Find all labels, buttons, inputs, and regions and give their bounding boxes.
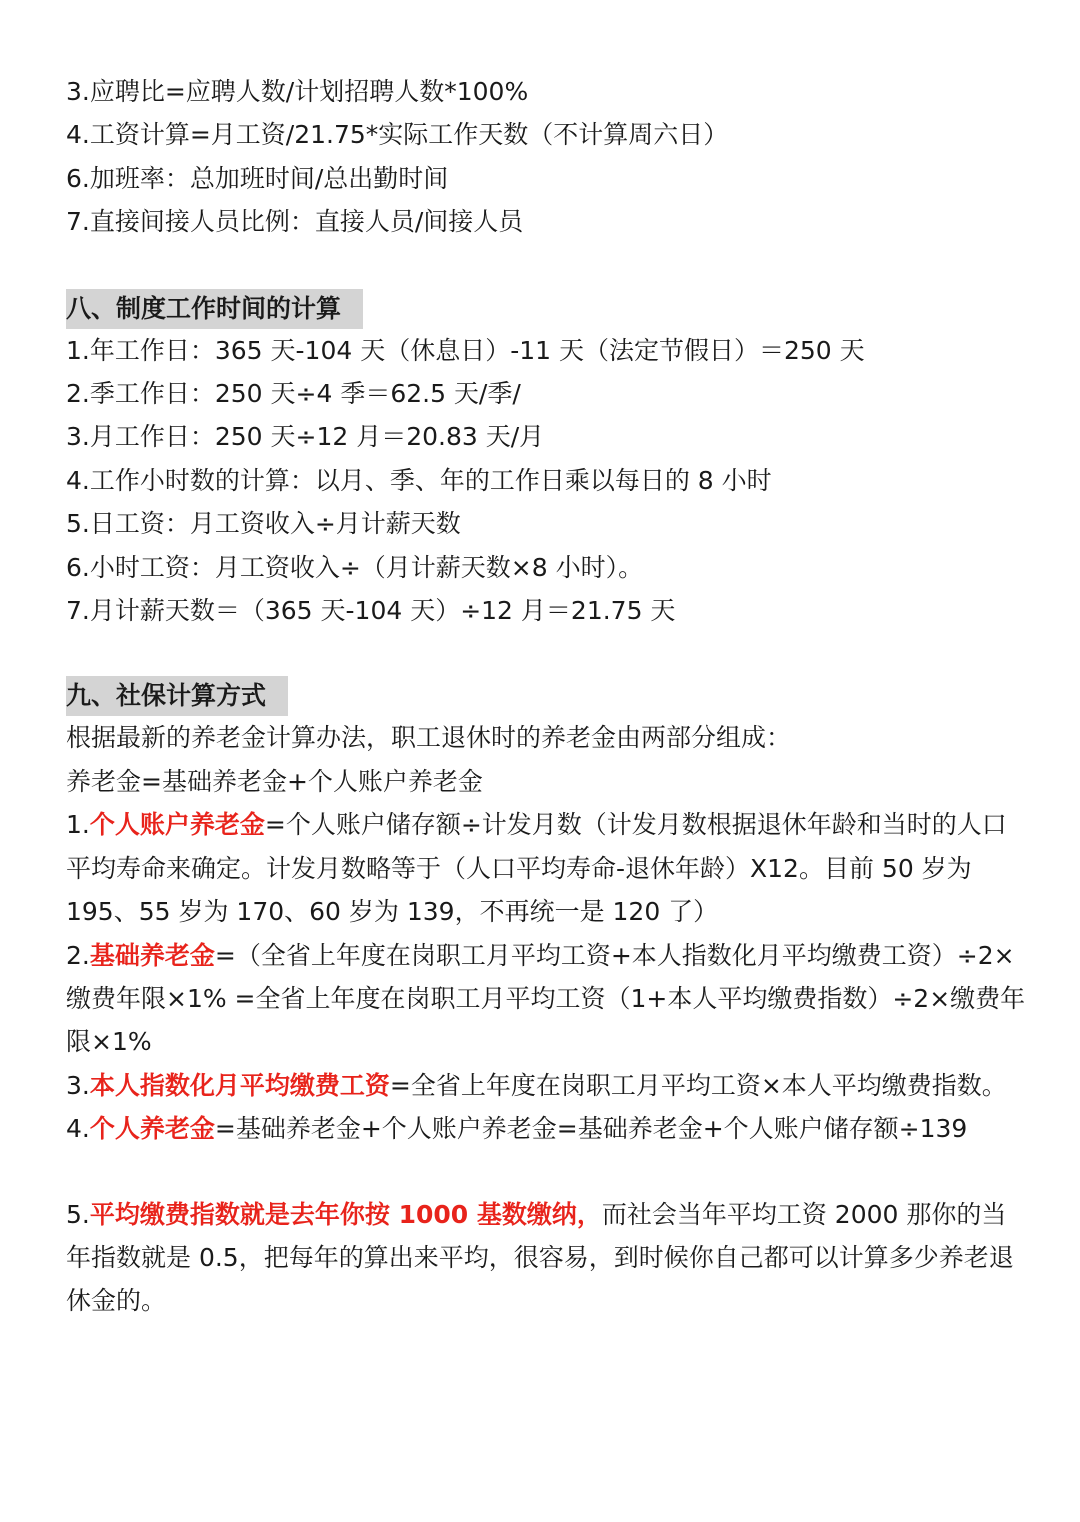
list-item xyxy=(66,1064,1026,1107)
text-line: 4.工资计算=月工资/21.75*实际工作天数（不计算周六日） xyxy=(66,120,729,150)
item-text: =个人账户储存额÷计发月数（计发月数根据退休年龄和当时的人口平均寿命来确定。计发月数略等于（人口平均寿命-退休年龄）X12。目前 50 岁为 195、55 岁为 170、60 岁为 139，不再统一是 120 了） xyxy=(66,810,1007,927)
item-number: 4. xyxy=(66,1114,90,1144)
highlight-term: 个人账户养老金 xyxy=(89,810,265,840)
text-line: 2.季工作日：250 天÷4 季＝62.5 天/季/ xyxy=(66,379,521,409)
item-number: 2. xyxy=(66,940,90,970)
highlight-term: 本人指数化月平均缴费工资 xyxy=(89,1070,390,1100)
list-item xyxy=(66,1193,1026,1323)
item-text: 而社会当年平均工资 2000 那你的当年指数就是 0.5，把每年的算出来平均，很容易，到时候你自己都可以计算多少养老退休金的。 xyxy=(66,1199,1014,1316)
document-page xyxy=(66,70,1026,1323)
formula-text: 养老金=基础养老金+个人账户养老金 xyxy=(66,766,483,796)
intro-text: 根据最新的养老金计算办法，职工退休时的养老金由两部分组成： xyxy=(66,723,792,753)
item-text: =（全省上年度在岗职工月平均工资+本人指数化月平均缴费工资）÷2×缴费年限×1% =全省上年度在岗职工月平均工资（1+本人平均缴费指数）÷2×缴费年限×1% xyxy=(66,940,1026,1057)
item-text: =全省上年度在岗职工月平均工资×本人平均缴费指数。 xyxy=(389,1070,1007,1100)
text-line: 4.工作小时数的计算：以月、季、年的工作日乘以每日的 8 小时 xyxy=(66,465,772,495)
text-line: 1.年工作日：365 天-104 天（休息日）-11 天（法定节假日）＝250 天 xyxy=(66,335,865,365)
item-number: 5. xyxy=(66,1199,90,1229)
highlight-term: 平均缴费指数就是去年你按 1000 基数缴纳， xyxy=(89,1199,602,1229)
text-line: 3.月工作日：250 天÷12 月＝20.83 天/月 xyxy=(66,422,545,452)
text-line: 6.小时工资：月工资收入÷（月计薪天数×8 小时）。 xyxy=(66,552,644,582)
spacer xyxy=(66,244,1026,289)
text-line: 7.直接间接人员比例：直接人员/间接人员 xyxy=(66,207,524,237)
list-item xyxy=(66,803,1026,933)
section-heading-9-wrap xyxy=(66,676,1026,716)
highlight-term: 基础养老金 xyxy=(89,940,215,970)
item-number: 1. xyxy=(66,810,90,840)
list-item xyxy=(66,1107,1026,1150)
text-line: 5.日工资：月工资收入÷月计薪天数 xyxy=(66,509,461,539)
spacer xyxy=(66,1151,1026,1193)
list-item xyxy=(66,934,1026,1064)
spacer xyxy=(66,632,1026,676)
highlight-term: 个人养老金 xyxy=(89,1114,215,1144)
section-heading-8-wrap xyxy=(66,289,1026,329)
item-text: =基础养老金+个人账户养老金=基础养老金+个人账户储存额÷139 xyxy=(214,1114,968,1144)
text-line: 7.月计薪天数＝（365 天-104 天）÷12 月＝21.75 天 xyxy=(66,596,676,626)
text-line: 3.应聘比=应聘人数/计划招聘人数*100% xyxy=(66,77,529,106)
text-line: 6.加班率：总加班时间/总出勤时间 xyxy=(66,163,449,193)
item-number: 3. xyxy=(66,1070,90,1100)
section-heading: 九、社保计算方式 xyxy=(66,676,288,716)
section-heading: 八、制度工作时间的计算 xyxy=(66,289,363,329)
